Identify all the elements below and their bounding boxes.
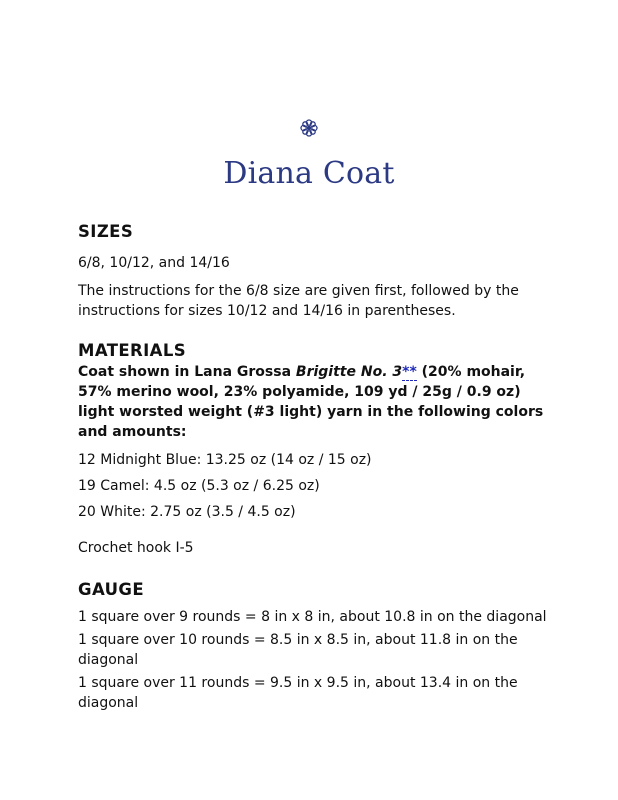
gauge-item: 1 square over 10 rounds = 8.5 in x 8.5 in, about 11.8 in on the diagonal <box>78 632 518 668</box>
yarn-suffix: (20% mohair, 57% merino wool, 23% polyamide, 109 yd / 25g / 0.9 oz) light worsted weight (#3 light) yarn in the following colors and amounts: <box>78 364 544 440</box>
sizes-note: The instructions for the 6/8 size are given first, followed by the instructions for sizes 10/12 and 14/16 in parentheses. <box>78 283 519 319</box>
gauge-heading: GAUGE <box>78 580 145 599</box>
sizes-section <box>78 222 548 321</box>
yarn-description <box>78 362 548 442</box>
color-item: 12 Midnight Blue: 13.25 oz (14 oz / 15 oz) <box>78 452 372 468</box>
document-body <box>78 222 548 713</box>
gauge-item: 1 square over 9 rounds = 8 in x 8 in, about 10.8 in on the diagonal <box>78 609 547 625</box>
color-item: 19 Camel: 4.5 oz (5.3 oz / 6.25 oz) <box>78 478 320 494</box>
yarn-prefix: Coat shown in Lana Grossa <box>78 364 296 380</box>
color-item: 20 White: 2.75 oz (3.5 / 4.5 oz) <box>78 504 296 520</box>
sizes-list: 6/8, 10/12, and 14/16 <box>78 255 230 271</box>
sizes-heading: SIZES <box>78 222 134 241</box>
materials-section <box>78 341 548 558</box>
flower-ornament-icon <box>0 116 618 140</box>
gauge-item: 1 square over 11 rounds = 9.5 in x 9.5 in, about 13.4 in on the diagonal <box>78 675 518 711</box>
gauge-section <box>78 580 548 713</box>
yarn-footnote-link[interactable]: ** <box>402 364 417 380</box>
materials-heading: MATERIALS <box>78 341 187 360</box>
yarn-name: Brigitte No. 3 <box>295 364 403 380</box>
hook-info: Crochet hook I-5 <box>78 540 194 556</box>
page-title: Diana Coat <box>223 156 395 191</box>
